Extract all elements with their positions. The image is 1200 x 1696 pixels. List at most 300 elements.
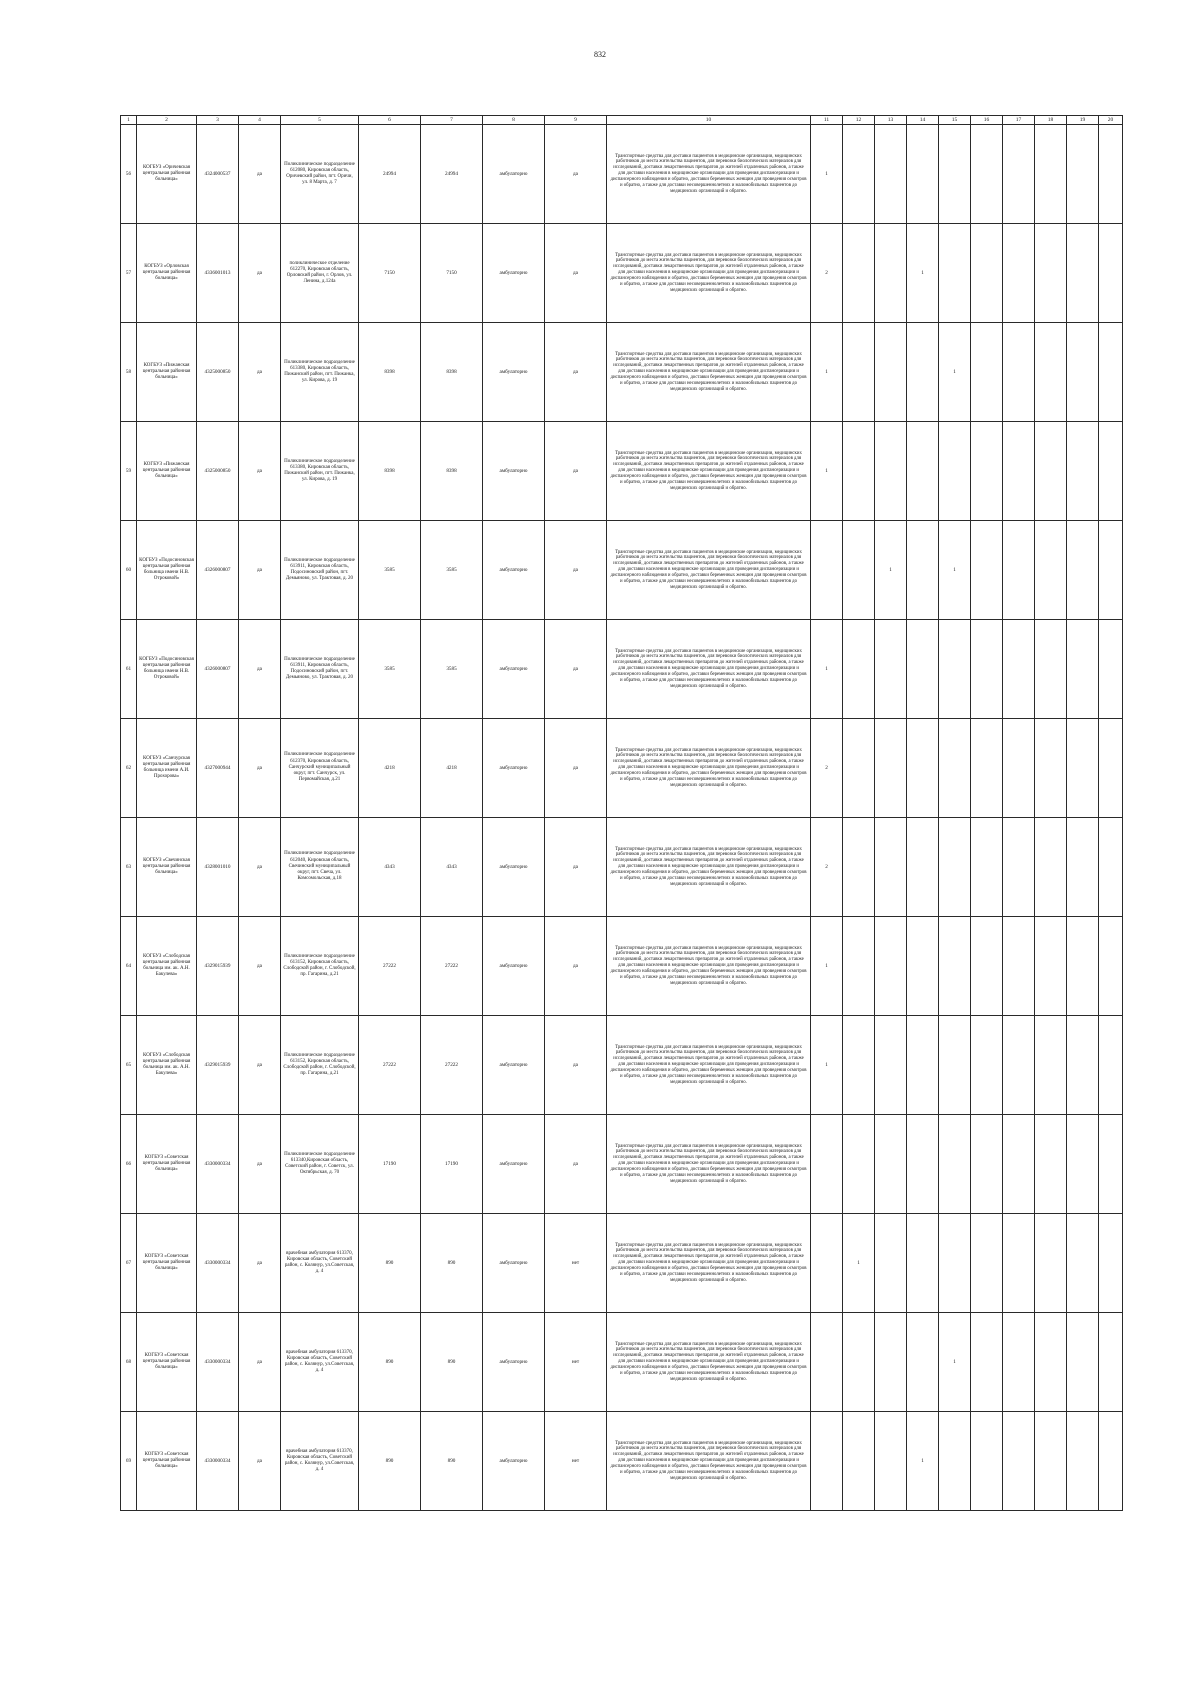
availability-cell: да [545, 1016, 607, 1115]
count-cell [1067, 719, 1099, 818]
purpose-description-cell: Транспортные средства для доставки пациентов в медицинские организации, медицинских работников до места жительства пациентов, для перевозки биологических материалов для исследований, доставки лекарственных препаратов до жителей отдаленных районов, а также для доставки населения в медицинские организации для проведения диспансеризации и диспансерного наблюдения и обратно, доставки беременных женщин для проведения осмотров и обратно, а также для доставки несовершеннолетних и маломобильных пациентов до медицинских организаций и обратно. [607, 818, 811, 917]
availability-cell: да [545, 323, 607, 422]
inn-cell: 4325000850 [197, 323, 239, 422]
count-cell [939, 422, 971, 521]
organization-cell: КОГБУЗ «Подосиновская центральная районная больница имени Н.В. Отроковой» [137, 620, 197, 719]
table-row [121, 1313, 1123, 1412]
count-cell [843, 224, 875, 323]
flag-cell: да [239, 1115, 281, 1214]
population-attached-cell: 890 [421, 1313, 483, 1412]
count-cell [1067, 620, 1099, 719]
count-cell [1099, 422, 1123, 521]
count-cell: 1 [907, 1412, 939, 1511]
address-cell: Поликлиническое подразделение 612080, Кировская область, Оричевский район, пгт. Оричи, ул. 8 Марта, д. 7 [281, 125, 359, 224]
population-cell: 890 [359, 1412, 421, 1511]
count-cell [1003, 917, 1035, 1016]
population-cell: 3585 [359, 620, 421, 719]
count-cell [1035, 1016, 1067, 1115]
count-cell [971, 1412, 1003, 1511]
page-number: 832 [594, 50, 606, 59]
availability-cell: да [545, 917, 607, 1016]
count-cell: 1 [843, 1214, 875, 1313]
care-type-cell: амбулаторно [483, 1313, 545, 1412]
flag-cell: да [239, 1016, 281, 1115]
availability-cell: нет [545, 1412, 607, 1511]
care-type-cell: амбулаторно [483, 521, 545, 620]
count-cell [971, 323, 1003, 422]
address-cell: врачебная амбулатория 613370, Кировская область, Советский район, с. Колянур, ул.Советская, д. 4 [281, 1214, 359, 1313]
inn-cell: 4330000334 [197, 1412, 239, 1511]
count-cell [1035, 422, 1067, 521]
purpose-description-cell: Транспортные средства для доставки пациентов в медицинские организации, медицинских работников до места жительства пациентов, для перевозки биологических материалов для исследований, доставки лекарственных препаратов до жителей отдаленных районов, а также для доставки населения в медицинские организации для проведения диспансеризации и диспансерного наблюдения и обратно, доставки беременных женщин для проведения осмотров и обратно, а также для доставки несовершеннолетних и маломобильных пациентов до медицинских организаций и обратно. [607, 125, 811, 224]
row-number-cell: 65 [121, 1016, 137, 1115]
count-cell [811, 1115, 843, 1214]
count-cell [1067, 323, 1099, 422]
count-cell [939, 1412, 971, 1511]
purpose-description-cell: Транспортные средства для доставки пациентов в медицинские организации, медицинских работников до места жительства пациентов, для перевозки биологических материалов для исследований, доставки лекарственных препаратов до жителей отдаленных районов, а также для доставки населения в медицинские организации для проведения диспансеризации и диспансерного наблюдения и обратно, доставки беременных женщин для проведения осмотров и обратно, а также для доставки несовершеннолетних и маломобильных пациентов до медицинских организаций и обратно. [607, 1016, 811, 1115]
inn-cell: 4330000334 [197, 1115, 239, 1214]
header-row [121, 116, 1123, 125]
population-cell: 8398 [359, 422, 421, 521]
count-cell [875, 1412, 907, 1511]
count-cell: 1 [811, 1016, 843, 1115]
purpose-description-cell: Транспортные средства для доставки пациентов в медицинские организации, медицинских работников до места жительства пациентов, для перевозки биологических материалов для исследований, доставки лекарственных препаратов до жителей отдаленных районов, а также для доставки населения в медицинские организации для проведения диспансеризации и диспансерного наблюдения и обратно, доставки беременных женщин для проведения осмотров и обратно, а также для доставки несовершеннолетних и маломобильных пациентов до медицинских организаций и обратно. [607, 224, 811, 323]
count-cell: 1 [907, 224, 939, 323]
address-cell: Поликлиническое подразделение 613380, Кировская область, Пижанский район, пгт. Пижанка, ул. Кирова, д. 19 [281, 422, 359, 521]
care-type-cell: амбулаторно [483, 1412, 545, 1511]
count-cell [1035, 1214, 1067, 1313]
purpose-description-cell: Транспортные средства для доставки пациентов в медицинские организации, медицинских работников до места жительства пациентов, для перевозки биологических материалов для исследований, доставки лекарственных препаратов до жителей отдаленных районов, а также для доставки населения в медицинские организации для проведения диспансеризации и диспансерного наблюдения и обратно, доставки беременных женщин для проведения осмотров и обратно, а также для доставки несовершеннолетних и маломобильных пациентов до медицинских организаций и обратно. [607, 1115, 811, 1214]
count-cell [1067, 917, 1099, 1016]
count-cell [843, 125, 875, 224]
count-cell [811, 1214, 843, 1313]
count-cell [907, 1313, 939, 1412]
count-cell [1099, 1412, 1123, 1511]
row-number-cell: 67 [121, 1214, 137, 1313]
inn-cell: 4329015939 [197, 917, 239, 1016]
count-cell [939, 1214, 971, 1313]
address-cell: поликлиническое отделение 612270, Кировская область, Орловский район, г. Орлов, ул. Ленина, д.124а [281, 224, 359, 323]
count-cell [939, 917, 971, 1016]
organization-cell: КОГБУЗ «Санчурская центральная районная больница имени А.И. Прохорова» [137, 719, 197, 818]
count-cell [1099, 620, 1123, 719]
row-number-cell: 64 [121, 917, 137, 1016]
purpose-description-cell: Транспортные средства для доставки пациентов в медицинские организации, медицинских работников до места жительства пациентов, для перевозки биологических материалов для исследований, доставки лекарственных препаратов до жителей отдаленных районов, а также для доставки населения в медицинские организации для проведения диспансеризации и диспансерного наблюдения и обратно, доставки беременных женщин для проведения осмотров и обратно, а также для доставки несовершеннолетних и маломобильных пациентов до медицинских организаций и обратно. [607, 521, 811, 620]
inn-cell: 4329015939 [197, 1016, 239, 1115]
count-cell [1099, 521, 1123, 620]
count-cell [843, 422, 875, 521]
row-number-cell: 68 [121, 1313, 137, 1412]
organization-cell: КОГБУЗ «Советская центральная районная больница» [137, 1214, 197, 1313]
care-type-cell: амбулаторно [483, 1214, 545, 1313]
count-cell [843, 521, 875, 620]
population-cell: 890 [359, 1214, 421, 1313]
population-cell: 24994 [359, 125, 421, 224]
population-cell: 8398 [359, 323, 421, 422]
count-cell [843, 620, 875, 719]
count-cell [875, 818, 907, 917]
count-cell [1099, 1313, 1123, 1412]
organization-cell: КОГБУЗ «Советская центральная районная больница» [137, 1313, 197, 1412]
table-body [121, 116, 1123, 1511]
availability-cell: нет [545, 1214, 607, 1313]
flag-cell: да [239, 323, 281, 422]
count-cell [875, 1214, 907, 1313]
column-header: 3 [197, 116, 239, 125]
count-cell [1003, 1016, 1035, 1115]
flag-cell: да [239, 620, 281, 719]
count-cell [971, 1115, 1003, 1214]
address-cell: Поликлиническое подразделение 612040, Кировская область, Свечинский муниципальный округ, пгт. Свеча, ул. Комсомольская, д.18 [281, 818, 359, 917]
count-cell [939, 1115, 971, 1214]
count-cell [1067, 224, 1099, 323]
population-attached-cell: 4343 [421, 818, 483, 917]
table-row [121, 224, 1123, 323]
column-header: 13 [875, 116, 907, 125]
count-cell [875, 422, 907, 521]
count-cell [843, 1412, 875, 1511]
count-cell [971, 917, 1003, 1016]
count-cell [971, 818, 1003, 917]
count-cell [939, 1016, 971, 1115]
column-header: 4 [239, 116, 281, 125]
care-type-cell: амбулаторно [483, 224, 545, 323]
count-cell [1067, 818, 1099, 917]
count-cell [1003, 620, 1035, 719]
count-cell [907, 323, 939, 422]
count-cell [907, 521, 939, 620]
organization-cell: КОГБУЗ «Орловская центральная районная больница» [137, 224, 197, 323]
population-attached-cell: 27222 [421, 1016, 483, 1115]
count-cell [1067, 1115, 1099, 1214]
count-cell: 2 [811, 719, 843, 818]
count-cell [907, 1115, 939, 1214]
address-cell: Поликлиническое подразделение 613380, Кировская область, Пижанский район, пгт. Пижанка, ул. Кирова, д. 19 [281, 323, 359, 422]
population-attached-cell: 890 [421, 1214, 483, 1313]
organization-cell: КОГБУЗ «Пижанская центральная районная больница» [137, 422, 197, 521]
count-cell [907, 818, 939, 917]
population-attached-cell: 8398 [421, 323, 483, 422]
population-attached-cell: 3585 [421, 620, 483, 719]
count-cell [907, 719, 939, 818]
count-cell [1099, 224, 1123, 323]
count-cell [1067, 1412, 1099, 1511]
address-cell: врачебная амбулатория 613370, Кировская область, Советский район, с. Колянур, ул.Советская, д. 4 [281, 1412, 359, 1511]
count-cell [875, 620, 907, 719]
care-type-cell: амбулаторно [483, 125, 545, 224]
flag-cell: да [239, 1412, 281, 1511]
count-cell [1003, 1214, 1035, 1313]
column-header: 15 [939, 116, 971, 125]
flag-cell: да [239, 818, 281, 917]
count-cell [875, 1115, 907, 1214]
count-cell [939, 719, 971, 818]
vehicle-register-table [120, 115, 1123, 1511]
count-cell [971, 422, 1003, 521]
row-number-cell: 60 [121, 521, 137, 620]
row-number-cell: 58 [121, 323, 137, 422]
care-type-cell: амбулаторно [483, 1115, 545, 1214]
column-header: 9 [545, 116, 607, 125]
count-cell [1099, 1214, 1123, 1313]
availability-cell: да [545, 620, 607, 719]
availability-cell: да [545, 422, 607, 521]
address-cell: Поликлиническое подразделение 613911, Кировская область, Подосиновский район, пгт. Демьяново, ул. Трактовая, д. 20 [281, 620, 359, 719]
count-cell: 1 [811, 422, 843, 521]
count-cell: 2 [811, 224, 843, 323]
inn-cell: 4336001013 [197, 224, 239, 323]
availability-cell: да [545, 521, 607, 620]
count-cell: 2 [811, 818, 843, 917]
purpose-description-cell: Транспортные средства для доставки пациентов в медицинские организации, медицинских работников до места жительства пациентов, для перевозки биологических материалов для исследований, доставки лекарственных препаратов до жителей отдаленных районов, а также для доставки населения в медицинские организации для проведения диспансеризации и диспансерного наблюдения и обратно, доставки беременных женщин для проведения осмотров и обратно, а также для доставки несовершеннолетних и маломобильных пациентов до медицинских организаций и обратно. [607, 620, 811, 719]
column-header: 1 [121, 116, 137, 125]
row-number-cell: 61 [121, 620, 137, 719]
count-cell [907, 917, 939, 1016]
count-cell [1035, 521, 1067, 620]
count-cell [1035, 719, 1067, 818]
population-attached-cell: 27222 [421, 917, 483, 1016]
column-header: 12 [843, 116, 875, 125]
flag-cell: да [239, 719, 281, 818]
count-cell [971, 1016, 1003, 1115]
column-header: 18 [1035, 116, 1067, 125]
population-attached-cell: 8398 [421, 422, 483, 521]
organization-cell: КОГБУЗ «Подосиновская центральная районная больница имени Н.В. Отроковой» [137, 521, 197, 620]
count-cell [843, 1016, 875, 1115]
count-cell [843, 1313, 875, 1412]
row-number-cell: 63 [121, 818, 137, 917]
population-cell: 4218 [359, 719, 421, 818]
organization-cell: КОГБУЗ «Советская центральная районная больница» [137, 1412, 197, 1511]
table-row [121, 125, 1123, 224]
flag-cell: да [239, 422, 281, 521]
count-cell [907, 125, 939, 224]
address-cell: Поликлиническое подразделение 613911, Кировская область, Подосиновский район, пгт. Демьяново, ул. Трактовая, д. 20 [281, 521, 359, 620]
count-cell [1099, 917, 1123, 1016]
count-cell [811, 521, 843, 620]
count-cell [875, 1313, 907, 1412]
row-number-cell: 66 [121, 1115, 137, 1214]
count-cell [1003, 521, 1035, 620]
count-cell [971, 224, 1003, 323]
count-cell [1035, 917, 1067, 1016]
count-cell [1067, 1313, 1099, 1412]
inn-cell: 4328001010 [197, 818, 239, 917]
organization-cell: КОГБУЗ «Свечинская центральная районная больница» [137, 818, 197, 917]
count-cell [843, 818, 875, 917]
address-cell: Поликлиническое подразделение 613152, Кировская область, Слободской район, г. Слободской, пр. Гагарина, д.21 [281, 1016, 359, 1115]
count-cell [1003, 125, 1035, 224]
count-cell [843, 917, 875, 1016]
count-cell [1067, 422, 1099, 521]
population-attached-cell: 3585 [421, 521, 483, 620]
count-cell [1067, 521, 1099, 620]
population-cell: 890 [359, 1313, 421, 1412]
care-type-cell: амбулаторно [483, 719, 545, 818]
organization-cell: КОГБУЗ «Пижанская центральная районная больница» [137, 323, 197, 422]
count-cell [1035, 620, 1067, 719]
count-cell [1099, 719, 1123, 818]
population-cell: 3585 [359, 521, 421, 620]
population-attached-cell: 17190 [421, 1115, 483, 1214]
column-header: 14 [907, 116, 939, 125]
column-header: 5 [281, 116, 359, 125]
count-cell [1067, 125, 1099, 224]
population-cell: 27222 [359, 1016, 421, 1115]
population-attached-cell: 4218 [421, 719, 483, 818]
count-cell: 1 [811, 917, 843, 1016]
population-cell: 7150 [359, 224, 421, 323]
count-cell [971, 620, 1003, 719]
count-cell: 1 [939, 1313, 971, 1412]
count-cell: 1 [939, 323, 971, 422]
availability-cell: да [545, 818, 607, 917]
row-number-cell: 62 [121, 719, 137, 818]
table-row [121, 521, 1123, 620]
count-cell [1099, 1115, 1123, 1214]
availability-cell: нет [545, 1313, 607, 1412]
count-cell [1067, 1016, 1099, 1115]
count-cell [875, 224, 907, 323]
count-cell [1003, 1115, 1035, 1214]
table-row [121, 1016, 1123, 1115]
column-header: 2 [137, 116, 197, 125]
availability-cell: да [545, 1115, 607, 1214]
care-type-cell: амбулаторно [483, 620, 545, 719]
count-cell [1035, 224, 1067, 323]
table-row [121, 818, 1123, 917]
purpose-description-cell: Транспортные средства для доставки пациентов в медицинские организации, медицинских работников до места жительства пациентов, для перевозки биологических материалов для исследований, доставки лекарственных препаратов до жителей отдаленных районов, а также для доставки населения в медицинские организации для проведения диспансеризации и диспансерного наблюдения и обратно, доставки беременных женщин для проведения осмотров и обратно, а также для доставки несовершеннолетних и маломобильных пациентов до медицинских организаций и обратно. [607, 1313, 811, 1412]
flag-cell: да [239, 1214, 281, 1313]
flag-cell: да [239, 224, 281, 323]
inn-cell: 4327000944 [197, 719, 239, 818]
count-cell [1035, 323, 1067, 422]
population-attached-cell: 7150 [421, 224, 483, 323]
count-cell [1003, 818, 1035, 917]
count-cell [1035, 818, 1067, 917]
column-header: 20 [1099, 116, 1123, 125]
population-attached-cell: 890 [421, 1412, 483, 1511]
population-attached-cell: 24994 [421, 125, 483, 224]
table-row [121, 1115, 1123, 1214]
table-row [121, 1412, 1123, 1511]
count-cell [1003, 1313, 1035, 1412]
count-cell [907, 422, 939, 521]
inn-cell: 4326000807 [197, 521, 239, 620]
count-cell [875, 719, 907, 818]
count-cell [1035, 1313, 1067, 1412]
population-cell: 4343 [359, 818, 421, 917]
count-cell [971, 719, 1003, 818]
count-cell [1035, 125, 1067, 224]
availability-cell: да [545, 224, 607, 323]
inn-cell: 4325000850 [197, 422, 239, 521]
column-header: 10 [607, 116, 811, 125]
flag-cell: да [239, 1313, 281, 1412]
count-cell [875, 125, 907, 224]
count-cell [1099, 125, 1123, 224]
purpose-description-cell: Транспортные средства для доставки пациентов в медицинские организации, медицинских работников до места жительства пациентов, для перевозки биологических материалов для исследований, доставки лекарственных препаратов до жителей отдаленных районов, а также для доставки населения в медицинские организации для проведения диспансеризации и диспансерного наблюдения и обратно, доставки беременных женщин для проведения осмотров и обратно, а также для доставки несовершеннолетних и маломобильных пациентов до медицинских организаций и обратно. [607, 917, 811, 1016]
count-cell [907, 620, 939, 719]
inn-cell: 4324000537 [197, 125, 239, 224]
flag-cell: да [239, 125, 281, 224]
column-header: 8 [483, 116, 545, 125]
count-cell [875, 323, 907, 422]
availability-cell: да [545, 719, 607, 818]
row-number-cell: 57 [121, 224, 137, 323]
purpose-description-cell: Транспортные средства для доставки пациентов в медицинские организации, медицинских работников до места жительства пациентов, для перевозки биологических материалов для исследований, доставки лекарственных препаратов до жителей отдаленных районов, а также для доставки населения в медицинские организации для проведения диспансеризации и диспансерного наблюдения и обратно, доставки беременных женщин для проведения осмотров и обратно, а также для доставки несовершеннолетних и маломобильных пациентов до медицинских организаций и обратно. [607, 1412, 811, 1511]
count-cell [843, 323, 875, 422]
count-cell [1003, 719, 1035, 818]
purpose-description-cell: Транспортные средства для доставки пациентов в медицинские организации, медицинских работников до места жительства пациентов, для перевозки биологических материалов для исследований, доставки лекарственных препаратов до жителей отдаленных районов, а также для доставки населения в медицинские организации для проведения диспансеризации и диспансерного наблюдения и обратно, доставки беременных женщин для проведения осмотров и обратно, а также для доставки несовершеннолетних и маломобильных пациентов до медицинских организаций и обратно. [607, 422, 811, 521]
count-cell [875, 1016, 907, 1115]
column-header: 11 [811, 116, 843, 125]
column-header: 19 [1067, 116, 1099, 125]
column-header: 17 [1003, 116, 1035, 125]
count-cell: 1 [811, 620, 843, 719]
count-cell [1003, 323, 1035, 422]
count-cell: 1 [811, 323, 843, 422]
address-cell: врачебная амбулатория 613370, Кировская область, Советский район, с. Колянур, ул.Советская, д. 4 [281, 1313, 359, 1412]
table-row [121, 719, 1123, 818]
table-row [121, 323, 1123, 422]
address-cell: Поликлиническое подразделение 613340,Кировская область, Советский район, г. Советск, ул. Октябрьская, д. 70 [281, 1115, 359, 1214]
table-row [121, 1214, 1123, 1313]
count-cell [811, 1412, 843, 1511]
population-cell: 27222 [359, 917, 421, 1016]
inn-cell: 4330000334 [197, 1313, 239, 1412]
count-cell [843, 719, 875, 818]
count-cell [1003, 422, 1035, 521]
count-cell [1035, 1115, 1067, 1214]
inn-cell: 4330000334 [197, 1214, 239, 1313]
purpose-description-cell: Транспортные средства для доставки пациентов в медицинские организации, медицинских работников до места жительства пациентов, для перевозки биологических материалов для исследований, доставки лекарственных препаратов до жителей отдаленных районов, а также для доставки населения в медицинские организации для проведения диспансеризации и диспансерного наблюдения и обратно, доставки беременных женщин для проведения осмотров и обратно, а также для доставки несовершеннолетних и маломобильных пациентов до медицинских организаций и обратно. [607, 323, 811, 422]
table-row [121, 422, 1123, 521]
organization-cell: КОГБУЗ «Советская центральная районная больница» [137, 1115, 197, 1214]
inn-cell: 4326000807 [197, 620, 239, 719]
count-cell [1067, 1214, 1099, 1313]
population-cell: 17190 [359, 1115, 421, 1214]
care-type-cell: амбулаторно [483, 1016, 545, 1115]
count-cell: 1 [811, 125, 843, 224]
count-cell [971, 125, 1003, 224]
count-cell: 1 [939, 521, 971, 620]
count-cell [1003, 1412, 1035, 1511]
count-cell [875, 917, 907, 1016]
care-type-cell: амбулаторно [483, 917, 545, 1016]
organization-cell: КОГБУЗ «Слободская центральная районная больница им. ак. А.Н. Бакулева» [137, 917, 197, 1016]
count-cell [971, 521, 1003, 620]
address-cell: Поликлиническое подразделение 612370, Кировская область, Санчурский муниципальный округ, пгт. Санчурск, ул. Первомайская, д.21 [281, 719, 359, 818]
flag-cell: да [239, 917, 281, 1016]
column-header: 7 [421, 116, 483, 125]
table-row [121, 917, 1123, 1016]
count-cell [971, 1214, 1003, 1313]
count-cell [1099, 818, 1123, 917]
count-cell [939, 620, 971, 719]
availability-cell: да [545, 125, 607, 224]
flag-cell: да [239, 521, 281, 620]
purpose-description-cell: Транспортные средства для доставки пациентов в медицинские организации, медицинских работников до места жительства пациентов, для перевозки биологических материалов для исследований, доставки лекарственных препаратов до жителей отдаленных районов, а также для доставки населения в медицинские организации для проведения диспансеризации и диспансерного наблюдения и обратно, доставки беременных женщин для проведения осмотров и обратно, а также для доставки несовершеннолетних и маломобильных пациентов до медицинских организаций и обратно. [607, 1214, 811, 1313]
count-cell [939, 818, 971, 917]
purpose-description-cell: Транспортные средства для доставки пациентов в медицинские организации, медицинских работников до места жительства пациентов, для перевозки биологических материалов для исследований, доставки лекарственных препаратов до жителей отдаленных районов, а также для доставки населения в медицинские организации для проведения диспансеризации и диспансерного наблюдения и обратно, доставки беременных женщин для проведения осмотров и обратно, а также для доставки несовершеннолетних и маломобильных пациентов до медицинских организаций и обратно. [607, 719, 811, 818]
count-cell [1003, 224, 1035, 323]
care-type-cell: амбулаторно [483, 818, 545, 917]
count-cell [971, 1313, 1003, 1412]
count-cell [1099, 323, 1123, 422]
count-cell [1099, 1016, 1123, 1115]
column-header: 6 [359, 116, 421, 125]
